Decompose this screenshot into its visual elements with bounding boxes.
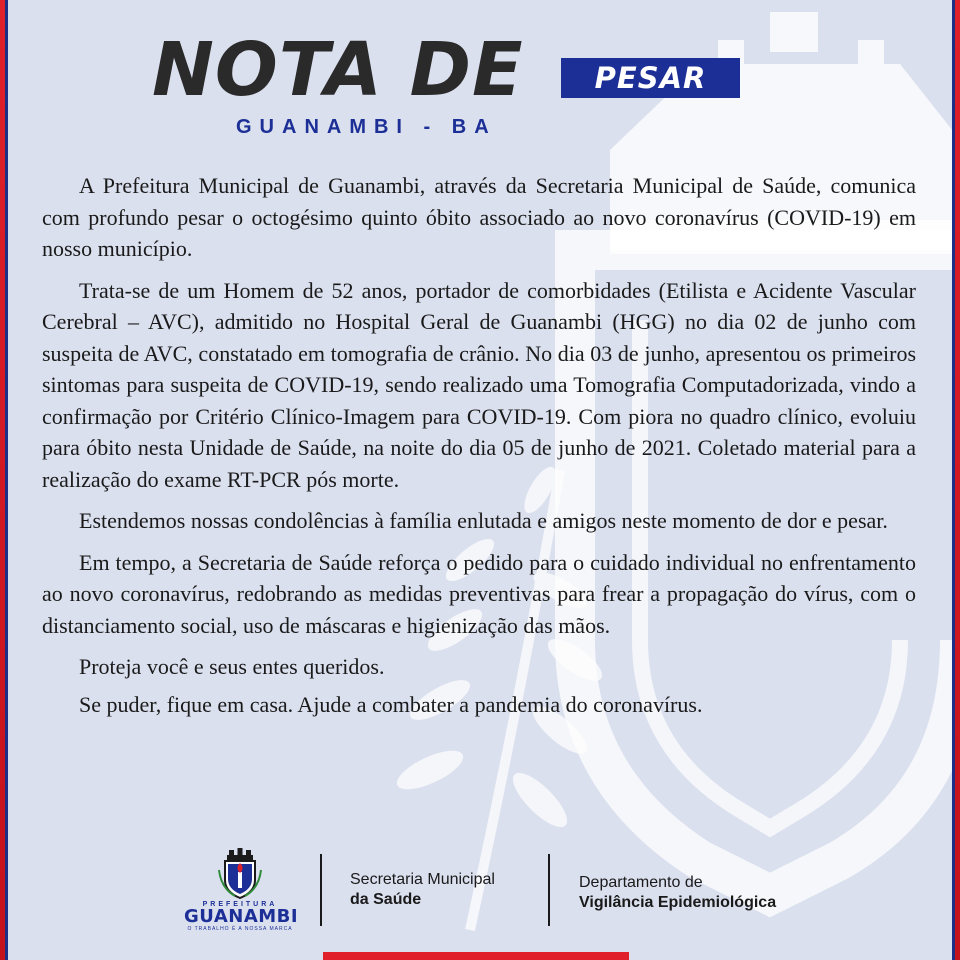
guanambi-coat-of-arms-icon — [217, 848, 263, 900]
paragraph-stay-home: Se puder, fique em casa. Ajude a combater a pandemia do coronavírus. — [79, 691, 703, 717]
logo-prefeitura-text: PREFEITURA — [202, 901, 278, 908]
paragraph-announcement: A Prefeitura Municipal de Guanambi, através da Secretaria Municipal de Saúde, comunica com profundo pesar o octogésimo quinto óbito associado ao novo coronavírus (COVID-19) em nosso município. — [42, 173, 916, 261]
paragraph-protect: Proteja você e seus entes queridos. — [79, 654, 385, 679]
footer — [0, 840, 960, 960]
bottom-accent-bar — [323, 952, 629, 960]
page-title: NOTA DE — [152, 27, 524, 113]
guanambi-logo — [184, 848, 299, 944]
paragraph-condolences: Estendemos nossas condolências à família enlutada e amigos neste momento de dor e pesar. — [79, 508, 888, 533]
left-border — [0, 0, 8, 960]
logo-tagline: O TRABALHO É A NOSSA MARCA — [187, 926, 293, 932]
secretaria-line1: Secretaria Municipal — [350, 871, 495, 888]
city-subtitle: GUANAMBI - BA — [236, 116, 497, 138]
footer-divider-2 — [548, 854, 550, 926]
notice-body — [42, 170, 916, 726]
paragraph-prevention: Em tempo, a Secretaria de Saúde reforça o pedido para o cuidado individual no enfrentamento ao novo coronavírus, redobrando as medidas preventivas para frear a propagação do vírus, com o distanciamento social, uso de máscaras e higienização das mãos. — [42, 549, 916, 638]
paragraph-case-details: Trata-se de um Homem de 52 anos, portador de comorbidades (Etilista e Acidente Vascular Cerebral – AVC), admitido no Hospital Geral de Guanambi (HGG) no dia 02 de junho com suspeita de AVC, constatado em tomografia de crânio. No dia 03 de junho, apresentou os primeiros sintomas para suspeita de COVID-19, sendo realizado uma Tomografia Computadorizada, vindo a confirmação por Critério Clínico-Imagem para COVID-19. Com piora no quadro clínico, evoluiu para óbito nesta Unidade de Saúde, na noite do dia 05 de junho de 2021. Coletado material para a realização do exame RT-PCR pós morte. — [42, 277, 916, 492]
title-accent: PESAR — [594, 61, 707, 95]
secretaria-block — [350, 870, 495, 910]
logo-city-name: GUANAMBI — [184, 906, 299, 927]
right-border — [952, 0, 960, 960]
title-accent-box — [561, 58, 740, 98]
departamento-line1: Departamento de — [579, 874, 703, 891]
departamento-line2: Vigilância Epidemiológica — [579, 894, 777, 911]
footer-divider-1 — [320, 854, 322, 926]
departamento-block — [579, 873, 776, 913]
secretaria-line2: da Saúde — [350, 891, 422, 908]
